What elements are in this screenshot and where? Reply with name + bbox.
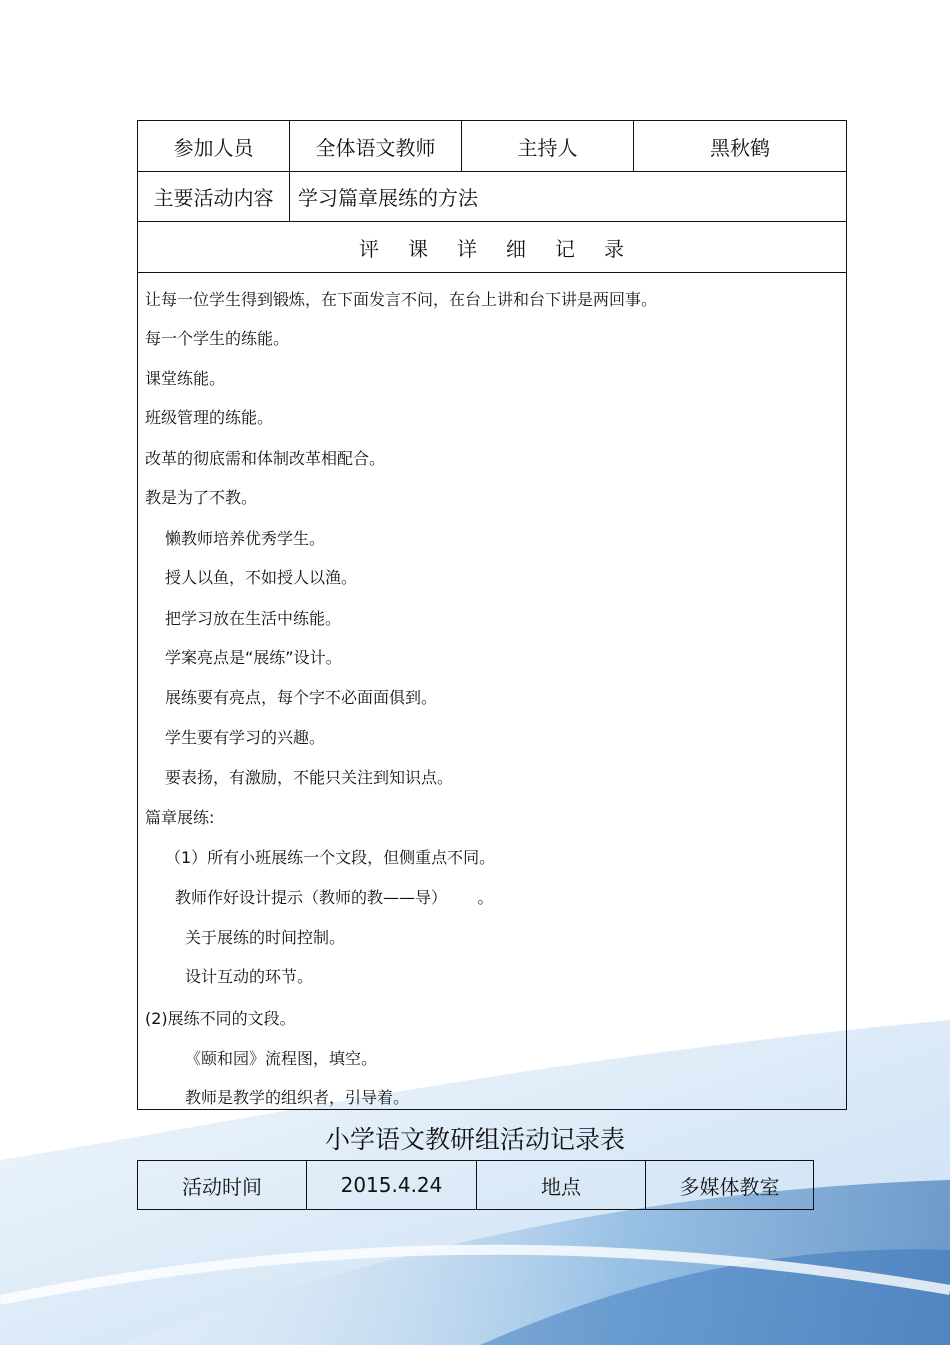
record-line: 班级管理的练能。 <box>145 408 274 427</box>
time-value: 2015.4.24 <box>306 1161 476 1209</box>
record-line: 课堂练能。 <box>145 369 226 388</box>
record-line: 学案亮点是“展练”设计。 <box>165 648 342 667</box>
record-line: (2)展练不同的文段。 <box>145 1009 296 1028</box>
record-line: 关于展练的时间控制。 <box>185 928 346 947</box>
host-label: 主持人 <box>461 121 633 171</box>
record-line: 改革的彻底需和体制改革相配合。 <box>145 449 386 468</box>
record-line: 把学习放在生活中练能。 <box>165 609 342 628</box>
participants-label: 参加人员 <box>173 135 254 160</box>
record-line: 教师作好设计提示（教师的教——导） 。 <box>175 888 494 907</box>
participants-value: 全体语文教师 <box>289 121 461 171</box>
record-line: 教是为了不教。 <box>145 488 258 507</box>
heading-char: 录 <box>604 236 625 261</box>
place-value: 多媒体教室 <box>645 1161 813 1209</box>
heading-char: 记 <box>555 236 576 261</box>
record-line: 授人以鱼，不如授人以渔。 <box>165 568 358 587</box>
record-line: 设计互动的环节。 <box>185 967 314 986</box>
time-label: 活动时间 <box>182 1174 262 1199</box>
record-line: 懒教师培养优秀学生。 <box>165 529 326 548</box>
activity-content-label: 主要活动内容 <box>153 186 274 210</box>
heading-char: 课 <box>408 236 429 261</box>
record-line: 要表扬，有激励，不能只关注到知识点。 <box>165 768 454 787</box>
record-line: （1）所有小班展练一个文段，但侧重点不同。 <box>165 848 496 867</box>
form-title: 小学语文教研组活动记录表 <box>324 1125 625 1154</box>
heading-char: 细 <box>506 236 527 261</box>
participants-row <box>138 121 846 172</box>
activity-info-table <box>137 1160 814 1210</box>
section-heading <box>138 222 846 272</box>
section-heading-row <box>138 222 846 273</box>
record-content <box>138 273 846 1109</box>
record-line: 教师是教学的组织者，引导着。 <box>185 1088 410 1107</box>
host-value: 黑秋鹤 <box>633 121 846 171</box>
record-line: 每一个学生的练能。 <box>145 329 290 348</box>
place-label: 地点 <box>476 1161 645 1209</box>
heading-char: 评 <box>359 236 380 261</box>
heading-char: 详 <box>457 236 478 261</box>
record-line: 展练要有亮点，每个字不必面面俱到。 <box>165 688 438 707</box>
record-line: 《颐和园》流程图，填空。 <box>185 1049 378 1068</box>
record-line: 让每一位学生得到锻炼，在下面发言不问，在台上讲和台下讲是两回事。 <box>145 290 658 309</box>
activity-content-value: 学习篇章展练的方法 <box>289 172 846 221</box>
record-table <box>137 120 847 1110</box>
record-line: 学生要有学习的兴趣。 <box>165 728 326 747</box>
activity-content-row <box>138 172 846 222</box>
record-line: 篇章展练: <box>145 808 215 827</box>
